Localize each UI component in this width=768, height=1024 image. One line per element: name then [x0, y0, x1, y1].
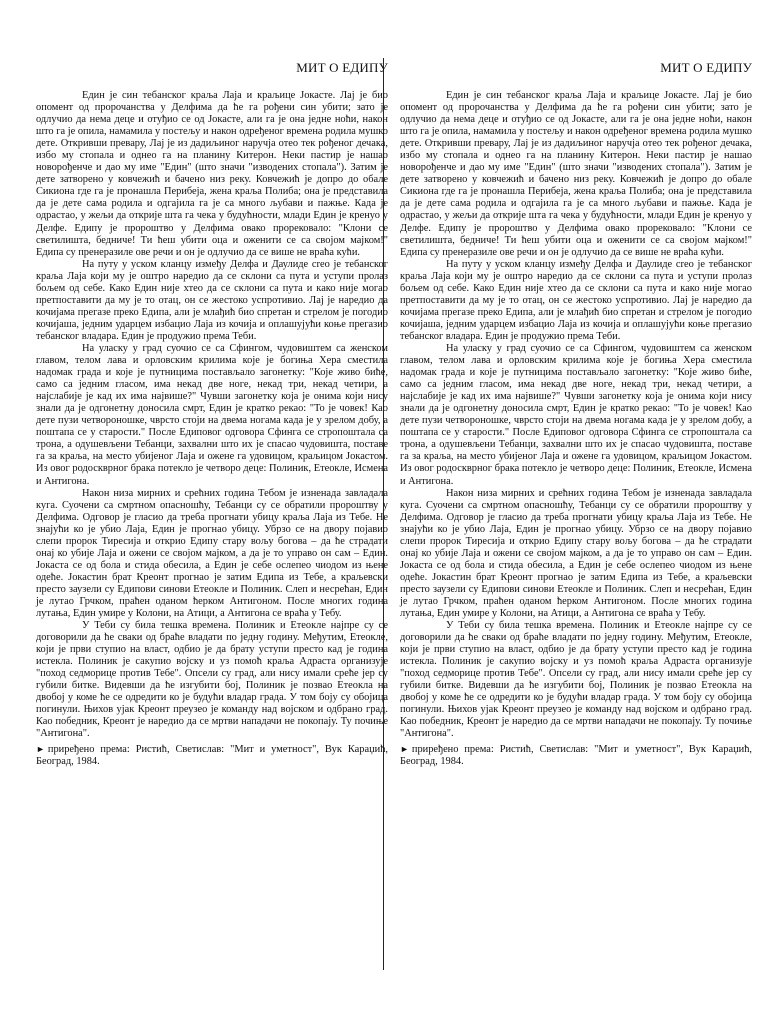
- paragraph: У Теби су била тешка времена. Полиник и Етеокле најпре су се договорили да ће сваки од браће владати по једну годину. Међутим, Етеокле, који је први ступио на власт, одбио је да брату уступи престо кад је година истекла. Полиник је сакупио војску и уз помоћ краља Адраста организује "поход седморице против Тебе". Опсели су град, али нису имали среће јер су губили битке. Видевши да ће изгубити бој, Полиник је позвао Етеокла на двобој у коме ће се одредити ко је будући владар града. У том боју су обојица погинули. Њихов ујак Креонт преузео је команду над војском и одбрано град. Као победник, Креонт је наредио да се мртви нападачи не покопају. Ту почиње "Антигона".: [400, 620, 752, 740]
- source-note: [36, 743, 388, 768]
- source-text: приређено према: Ристић, Светислав: "Мит и уметност", Вук Караџић, Београд, 1984.: [36, 743, 388, 767]
- source-note: [400, 743, 752, 768]
- paragraph: На уласку у град суочио се са Сфингом, чудовиштем са женском главом, телом лава и орловским крилима које је богиња Хера сместила надомак града и које је путницима постављало загонетку: "Које живо биће, само са једним гласом, има некад две ноге, некад три, некад четири, а најслабије је кад их има највише?" Чувши загонетку која је онима који нису знали да је одгонетну доносила смрт, Един је кратко рекао: "То је човек! Као дете пузи четвороношке, чврсто стоји на двема ногама када је у зрелом добу, а поштапа се у старости." После Едиповог одговора Сфинга се стропоштала са трона, а одушевљени Тебанци, захвални што их је спасао чудовишта, поставе га за краља, на место убијеног Лаја и ожене га удовицом, краљицом Јокастом. Из овог родоскврног брака потекло је четворо деце: Полиник, Етеокле, Исмена и Антигона.: [400, 342, 752, 487]
- triangle-bullet-icon: ►: [400, 743, 409, 754]
- running-head: МИТ О ЕДИПУ: [296, 60, 388, 75]
- paragraph: У Теби су била тешка времена. Полиник и Етеокле најпре су се договорили да ће сваки од браће владати по једну годину. Међутим, Етеокле, који је први ступио на власт, одбио је да брату уступи престо кад је година истекла. Полиник је сакупио војску и уз помоћ краља Адраста организује "поход седморице против Тебе". Опсели су град, али нису имали среће јер су губили битке. Видевши да ће изгубити бој, Полиник је позвао Етеокла на двобој у коме ће се одредити ко је будући владар града. У том боју су обојица погинули. Њихов ујак Креонт преузео је команду над војском и одбрано град. Као победник, Креонт је наредио да се мртви нападачи не покопају. Ту почиње "Антигона".: [36, 620, 388, 740]
- triangle-bullet-icon: ►: [36, 743, 45, 754]
- running-head: МИТ О ЕДИПУ: [660, 60, 752, 75]
- source-text: приређено према: Ристић, Светислав: "Мит и уметност", Вук Караџић, Београд, 1984.: [400, 743, 752, 767]
- left-page: [36, 60, 388, 768]
- paragraph: На путу у уском кланцу између Делфа и Даулиде сreo је тебанског краља Лаја који му је оштро наредио да се склони са пута и уступи пролаз бољем од себе. Како Един није хтео да се склони са пута и како није могао претпоставити да му је то отац, он се жестоко успротивио. Лај је наредио да кочијама прегазе преко Едипа, али је млађић био спретан и стрелом је погодио кочијаша, једним ударцем избацио Лаја из кочија и оплашујући коње прегазио тебанског владара. Един је продужио према Теби.: [36, 258, 388, 342]
- paragraph: Након низа мирних и срећних година Тебом је изненада завладала куга. Суочени са смртном опасношћу, Тебанци су се обратили пророштву у Делфима. Одговор је гласио да треба прогнати убицу краља Лаја из Тебе. Не знајући ко је убио Лаја, Един је прогнао убицу. Убрзо се на двору појавио слепи пророк Тиресија и открио Едипу стару вољу богова – да ће страдати онај ко убије Лаја и ожени се својом мајком, а да је то управо он сам – Един. Јокаста се од бола и стида обесила, а Един је себе ослепео чиодом из њене одеће. Јокастин брат Креонт прогнао је затим Едипа из Тебе, а краљевски престо заузели су Едипови синови Етеокле и Полиник. Слеп и несрећан, Един је лутао Грчком, праћен оданом ћерком Антигоном. После многих година лутања, Един умире у Колони, на Атици, а Антигона се враћа у Тебу.: [36, 487, 388, 620]
- paragraph: Един је син тебанског краља Лаја и краљице Јокасте. Лај је био опомент од пророчанства у Делфима да ће га рођени син убити; зато је одлучио да нема деце и отуђио се од Јокасте, али га је она једне ноћи, након што га је опила, намамила у постељу и након одређеног времена родила мушко дете. Откривши превару, Лај је из дадиљиног наручја отео тек рођеног дечака, избо му стопала и однео га на планину Китерон. Неки пастир је нашао новорођенче и дао му име "Един" (што значи "изводених стопала"). Затим је дете затворено у ковчежић и бачено низ реку. Ковчежић је допро до обале Сикиона где га је пронашла Перибеја, жена краља Полиба; она је представила да је дете сама родила и одгајила га је са много љубави и пажње. Када је одрастао, у жељи да открије шта га чека у будућности, млади Един је кренуо у Делфе. Едипу је пророштво у Делфима овако прорековало: "Клони се светилишта, бедниче! Ти ћеш убити оца и оженити се са својом мајком!" Едипа су пренеразиле ове речи и он је одлучио да се више не враћа кући.: [36, 90, 388, 258]
- paragraph: Един је син тебанског краља Лаја и краљице Јокасте. Лај је био опомент од пророчанства у Делфима да ће га рођени син убити; зато је одлучио да нема деце и отуђио се од Јокасте, али га је она једне ноћи, након што га је опила, намамила у постељу и након одређеног времена родила мушко дете. Откривши превару, Лај је из дадиљиног наручја отео тек рођеног дечака, избо му стопала и однео га на планину Китерон. Неки пастир је нашао новорођенче и дао му име "Един" (што значи "изводених стопала"). Затим је дете затворено у ковчежић и бачено низ реку. Ковчежић је допро до обале Сикиона где га је пронашла Перибеја, жена краља Полиба; она је представила да је дете сама родила и одгајила га је са много љубави и пажње. Када је одрастао, у жељи да открије шта га чека у будућности, млади Един је кренуо у Делфе. Едипу је пророштво у Делфима овако прорековало: "Клони се светилишта, бедниче! Ти ћеш убити оца и оженити се са својом мајком!" Едипа су пренеразиле ове речи и он је одлучио да се више не враћа кући.: [400, 90, 752, 258]
- paragraph: На путу у уском кланцу између Делфа и Даулиде сreo је тебанског краља Лаја који му је оштро наредио да се склони са пута и уступи пролаз бољем од себе. Како Един није хтео да се склони са пута и како није могао претпоставити да му је то отац, он се жестоко успротивио. Лај је наредио да кочијама прегазе преко Едипа, али је млађић био спретан и стрелом је погодио кочијаша, једним ударцем избацио Лаја из кочија и оплашујући коње прегазио тебанског владара. Един је продужио према Теби.: [400, 258, 752, 342]
- article-body: [36, 90, 388, 741]
- paragraph: Након низа мирних и срећних година Тебом је изненада завладала куга. Суочени са смртном опасношћу, Тебанци су се обратили пророштву у Делфима. Одговор је гласио да треба прогнати убицу краља Лаја из Тебе. Не знајући ко је убио Лаја, Един је прогнао убицу. Убрзо се на двору појавио слепи пророк Тиресија и открио Едипу стару вољу богова – да ће страдати онај ко убије Лаја и ожени се својом мајком, а да је то управо он сам – Един. Јокаста се од бола и стида обесила, а Един је себе ослепео чиодом из њене одеће. Јокастин брат Креонт прогнао је затим Едипа из Тебе, а краљевски престо заузели су Едипови синови Етеокле и Полиник. Слеп и несрећан, Един је лутао Грчком, праћен оданом ћерком Антигоном. После многих година лутања, Един умире у Колони, на Атици, а Антигона се враћа у Тебу.: [400, 487, 752, 620]
- article-body: [400, 90, 752, 741]
- paragraph: На уласку у град суочио се са Сфингом, чудовиштем са женском главом, телом лава и орловским крилима које је богиња Хера сместила надомак града и које је путницима постављало загонетку: "Које живо биће, само са једним гласом, има некад две ноге, некад три, некад четири, а најслабије је кад их има највише?" Чувши загонетку која је онима који нису знали да је одгонетну доносила смрт, Един је кратко рекао: "То је човек! Као дете пузи четвороношке, чврсто стоји на двема ногама када је у зрелом добу, а поштапа се у старости." После Едиповог одговора Сфинга се стропоштала са трона, а одушевљени Тебанци, захвални што их је спасао чудовишта, поставе га за краља, на место убијеног Лаја и ожене га удовицом, краљицом Јокастом. Из овог родоскврног брака потекло је четворо деце: Полиник, Етеокле, Исмена и Антигона.: [36, 342, 388, 487]
- right-page: [400, 60, 752, 768]
